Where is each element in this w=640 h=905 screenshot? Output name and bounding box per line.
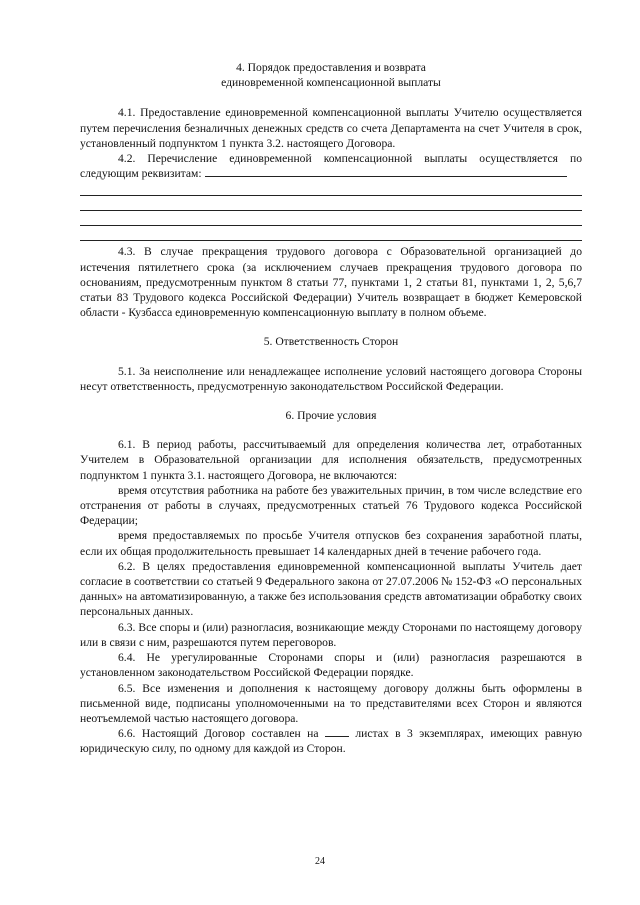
paragraph-4-2: 4.2. Перечисление единовременной компенсационной выплаты осуществляется по следующим реквизитам: <box>80 152 582 181</box>
paragraph-6-5: 6.5. Все изменения и дополнения к настоящему договору должны быть оформлены в письменной виде, подписаны уполномоченными на то представителями всех Сторон и являются неотъемлемой частью настоящего договора. <box>80 681 582 725</box>
paragraph-6-2: 6.2. В целях предоставления единовременной компенсационной выплаты Учитель дает согласие в соответствии со статьей 9 Федерального закона от 27.07.2006 № 152-ФЗ «О персональных данных» на автоматизированную, а также без использования средств автоматизации обработку своих персональных данных. <box>80 559 582 619</box>
requisites-line-3 <box>80 211 582 226</box>
paragraph-6-1: 6.1. В период работы, рассчитываемый для определения количества лет, отработанных Учителем в Образовательной организации для исполнения обязательств, предусмотренных подпунктом 1 пункта 3.1. настоящего Договора, не включаются: <box>80 438 582 482</box>
section-5-title: 5. Ответственность Сторон <box>263 335 399 349</box>
section-6-title: 6. Прочие условия <box>285 409 377 423</box>
requisites-line-2 <box>80 196 582 211</box>
paragraph-6-1-item-1: время отсутствия работника на работе без уважительных причин, в том числе вследствие его отстранения от работы в случаях, предусмотренных статьей 76 Трудового кодекса Российской Федерации; <box>80 483 582 528</box>
paragraph-6-1-item-2: время предоставляемых по просьбе Учителя отпусков без сохранения заработной платы, если их общая продолжительность превышает 14 календарных дней в течение рабочего года. <box>80 529 582 558</box>
paragraph-4-1: 4.1. Предоставление единовременной компенсационной выплаты Учителю осуществляется путем перечисления безналичных денежных средств со счета Департамента на счет Учителя в срок, установленный подпунктом 1 пункта 3.2. настоящего Договора. <box>80 106 582 150</box>
document-page <box>80 60 582 757</box>
paragraph-6-3: 6.3. Все споры и (или) разногласия, возникающие между Сторонами по настоящему договору или в связи с ним, разрешаются путем переговоров. <box>80 620 582 649</box>
paragraph-4-3: 4.3. В случае прекращения трудового договора с Образовательной организацией до истечения пятилетнего срока (за исключением случаев прекращения трудового договора по основаниям, предусмотренным пунктом 8 статьи 77, пунктами 1, 2 статьи 81, пунктами 1, 2, 5,6,7 статьи 83 Трудового кодекса Российской Федерации) Учитель возвращает в бюджет Кемеровской области - Кузбасса единовременную компенсационную выплату в полном объеме. <box>80 245 582 320</box>
sheet-count-blank <box>325 726 349 737</box>
paragraph-6-6: 6.6. Настоящий Договор составлен на листах в 3 экземплярах, имеющих равную юридическую силу, по одному для каждой из Сторон. <box>80 727 582 756</box>
page-number: 24 <box>315 856 325 867</box>
paragraph-6-4: 6.4. Не урегулированные Сторонами споры и (или) разногласия разрешаются в установленном законодательством Российской Федерации порядке. <box>80 651 582 680</box>
paragraph-5-1: 5.1. За неисполнение или ненадлежащее исполнение условий настоящего договора Стороны несут ответственность, предусмотренную законодательством Российской Федерации. <box>80 364 582 393</box>
requisites-line-4 <box>80 226 582 241</box>
requisites-line-1 <box>80 181 582 196</box>
section-4-title: 4. Порядок предоставления и возврата единовременной компенсационной выплаты <box>221 61 441 90</box>
requisites-blank-line <box>205 166 567 177</box>
